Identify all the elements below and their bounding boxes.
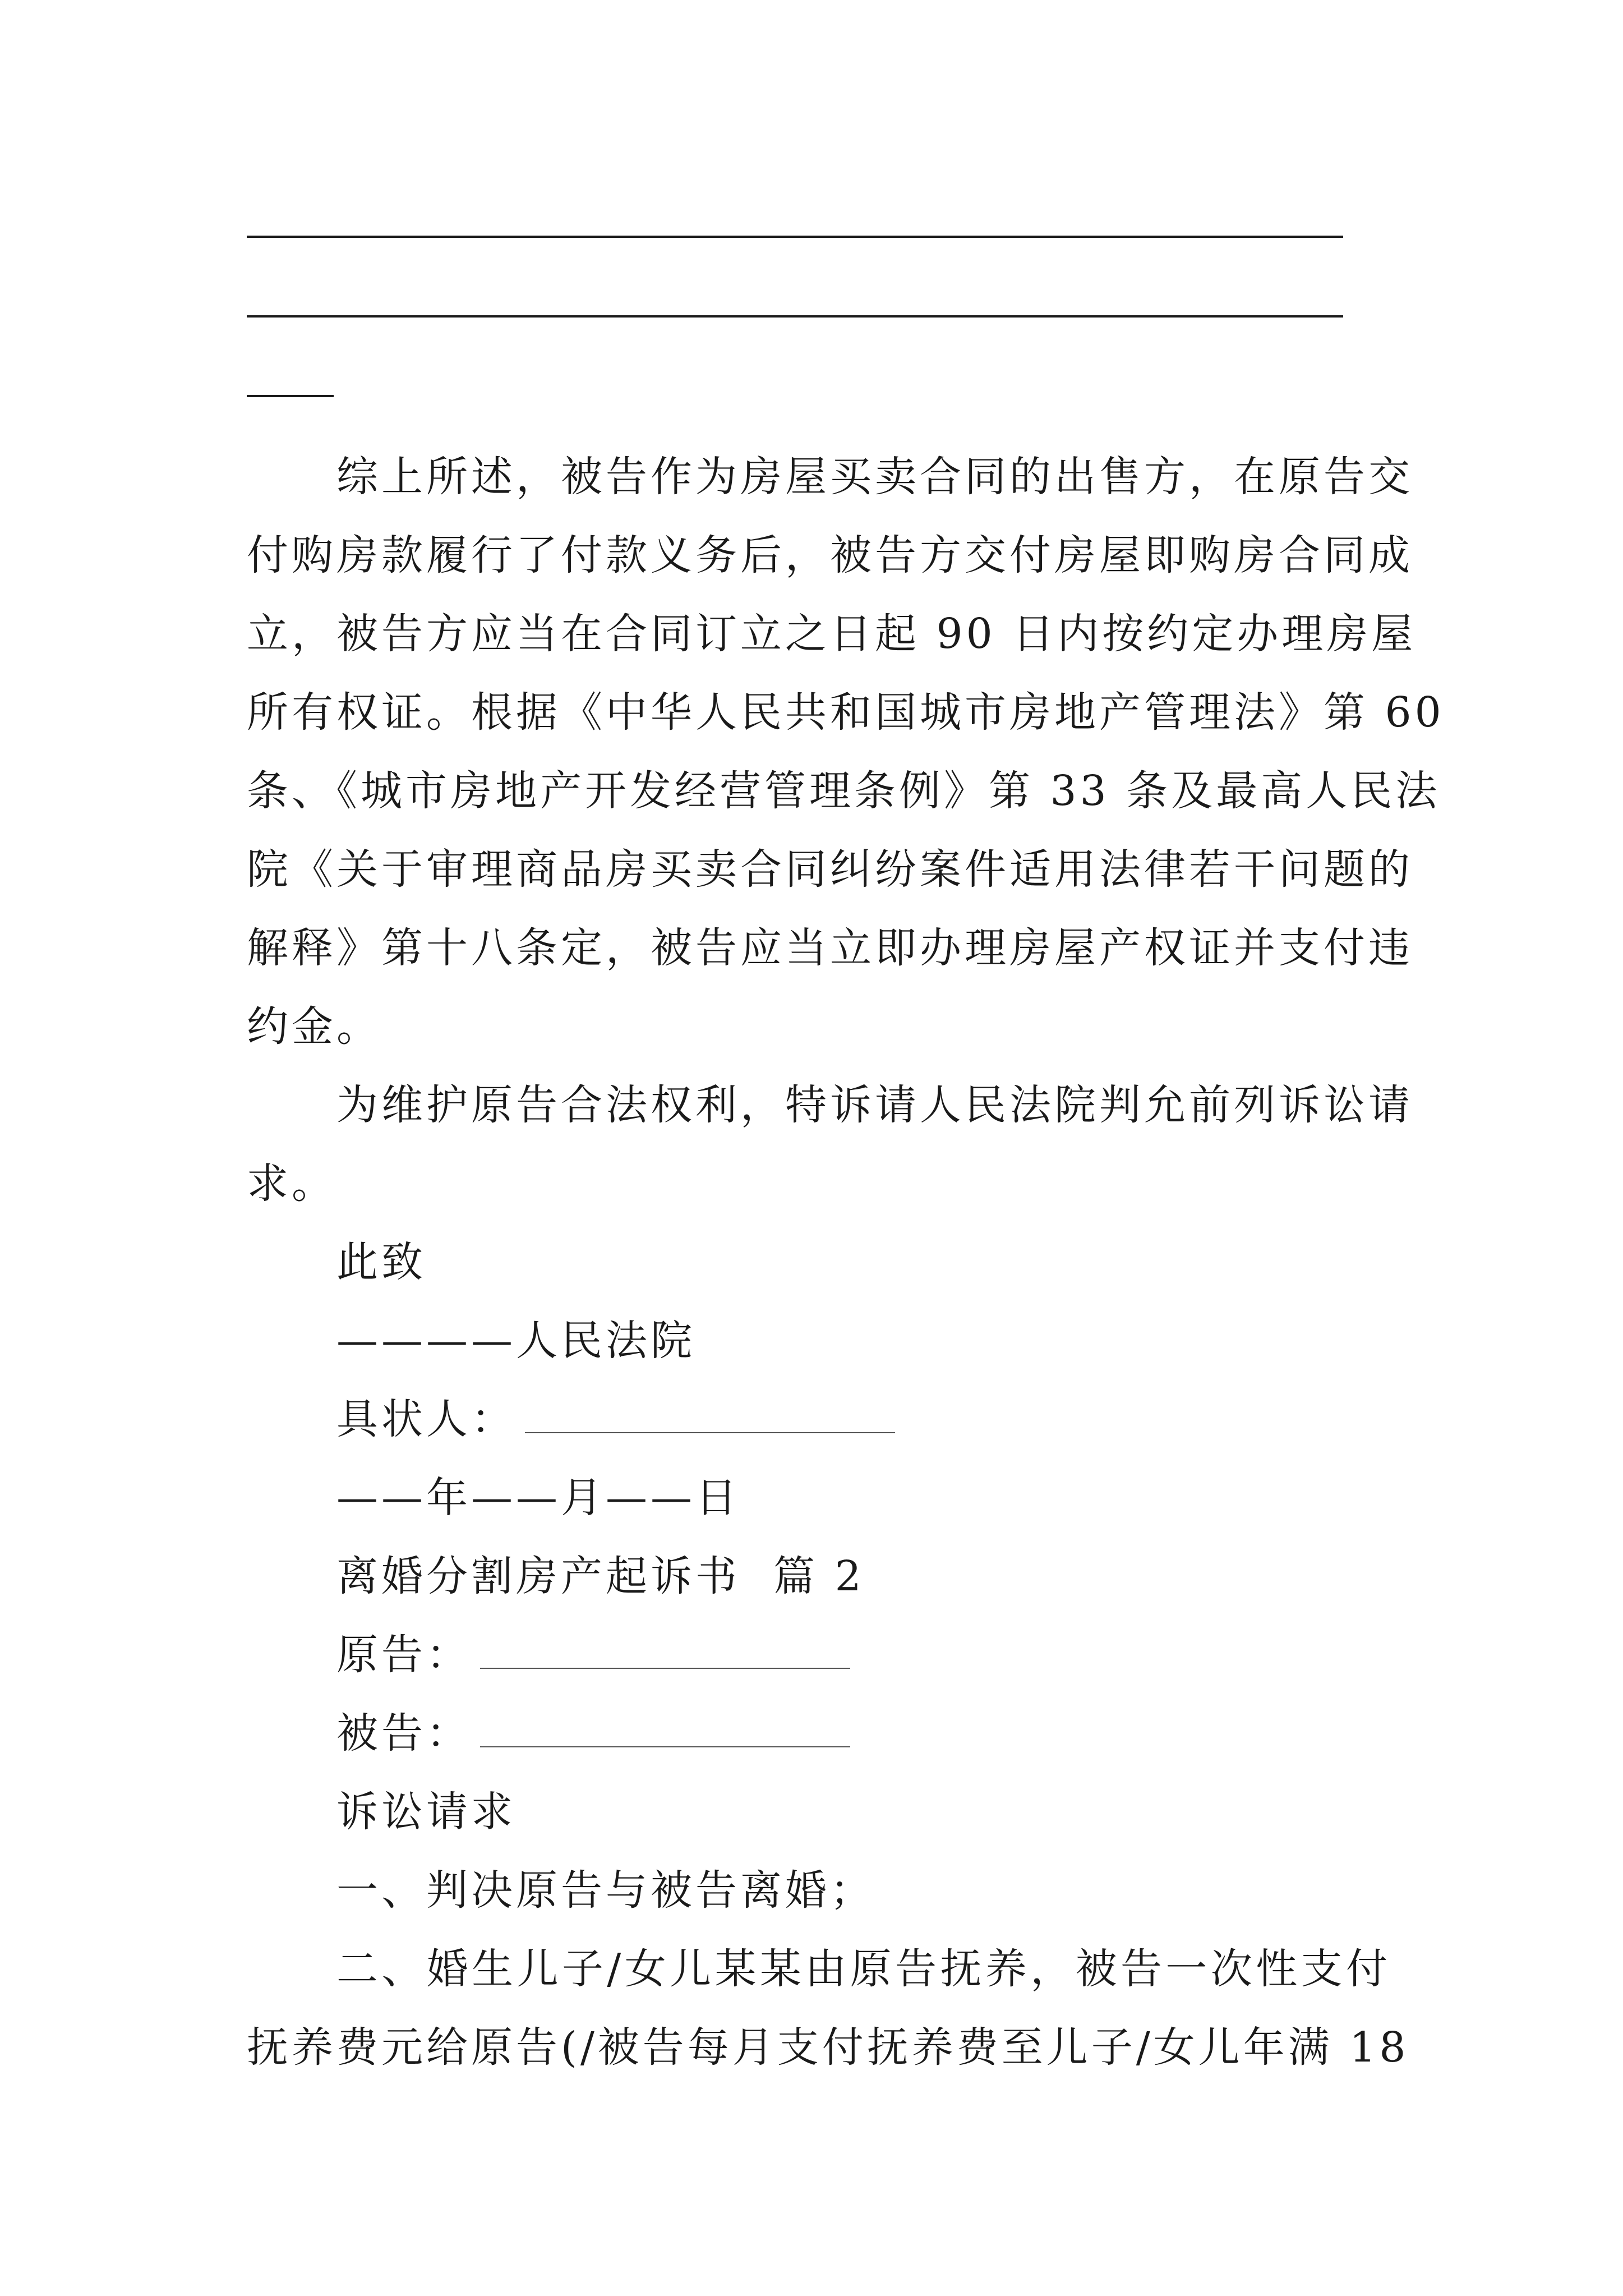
blank-rule <box>247 395 334 397</box>
court-name: ————人民法院 <box>336 1317 695 1365</box>
date-line: ——年——月——日 <box>336 1474 740 1522</box>
plaintiff-blank <box>480 1662 850 1669</box>
defendant-line <box>336 1705 1481 1761</box>
paragraph-line: 条、《城市房地产开发经营管理条例》第 33 条及最高人民法 <box>247 767 1441 815</box>
paragraph-line: 解释》第十八条定，被告应当立即办理房屋产权证并支付违 <box>247 924 1413 972</box>
paragraph-line: 综上所述，被告作为房屋买卖合同的出售方，在原告交 <box>336 453 1413 501</box>
claim-item: 二、婚生儿子/女儿某某由原告抚养，被告一次性支付 <box>336 1945 1391 1993</box>
blank-rule <box>247 315 1343 318</box>
blank-rule <box>247 236 1343 238</box>
paragraph-line: 所有权证。根据《中华人民共和国城市房地产管理法》第 60 <box>247 688 1445 737</box>
plaintiff-label: 原告： <box>336 1631 471 1679</box>
paragraph-line: 约金。 <box>247 1002 381 1051</box>
defendant-label: 被告： <box>336 1709 471 1757</box>
closing-salutation: 此致 <box>336 1238 426 1286</box>
signer-blank <box>525 1427 895 1433</box>
paragraph-line: 付购房款履行了付款义务后，被告方交付房屋即购房合同成 <box>247 531 1413 579</box>
claims-heading: 诉讼请求 <box>336 1788 516 1836</box>
plaintiff-line <box>336 1627 1481 1683</box>
signer-label: 具状人： <box>336 1395 516 1443</box>
defendant-blank <box>480 1741 850 1747</box>
paragraph-line: 求。 <box>247 1159 336 1208</box>
signer-line <box>336 1391 1481 1447</box>
paragraph-line: 立，被告方应当在合同订立之日起 90 日内按约定办理房屋 <box>247 610 1417 658</box>
paragraph-line: 院《关于审理商品房买卖合同纠纷案件适用法律若干问题的 <box>247 845 1413 894</box>
claim-item: 抚养费元给原告(/被告每月支付抚养费至儿子/女儿年满 18 <box>247 2023 1409 2072</box>
claim-item: 一、判决原告与被告离婚； <box>336 1866 875 1915</box>
section-title: 离婚分割房产起诉书 篇 2 <box>336 1552 865 1600</box>
paragraph-line: 为维护原告合法权利，特诉请人民法院判允前列诉讼请 <box>336 1081 1413 1129</box>
